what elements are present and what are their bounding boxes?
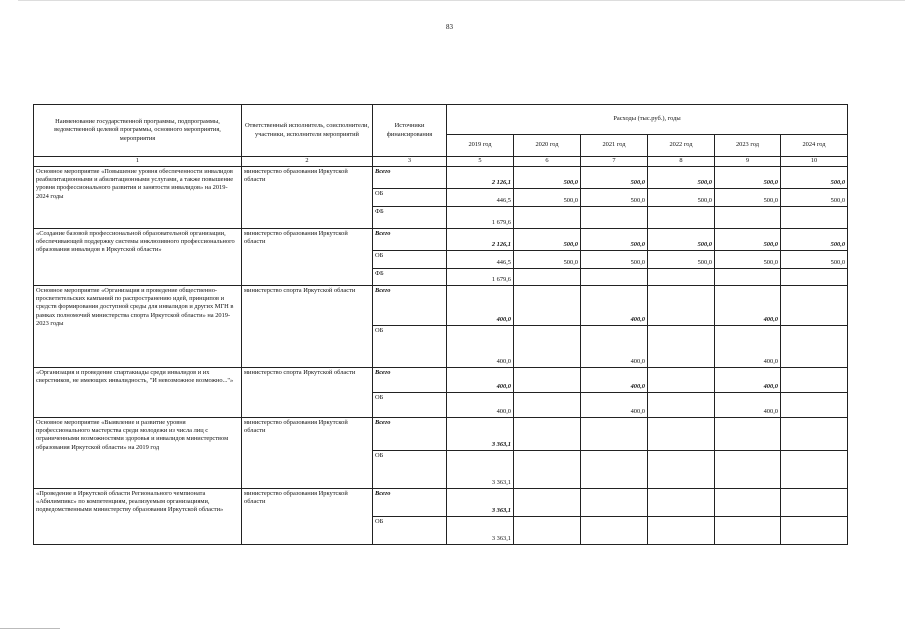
amount-cell: 500,0: [581, 251, 648, 269]
header-year-2024: 2024 год: [781, 135, 848, 157]
amount-cell: 500,0: [514, 251, 581, 269]
page-edge-line: [18, 0, 905, 1]
amount-cell: 446,5: [447, 251, 514, 269]
amount-cell: 1 679,6: [447, 269, 514, 286]
amount-cell: 500,0: [648, 167, 715, 189]
amount-cell: [514, 517, 581, 545]
amount-cell: [648, 368, 715, 393]
amount-cell: 3 363,1: [447, 517, 514, 545]
amount-cell: [514, 418, 581, 451]
header-spending: Расходы (тыс.руб.), годы: [447, 105, 848, 135]
amount-cell: [581, 517, 648, 545]
amount-cell: [514, 489, 581, 517]
header-funding-source: Источники финансирования: [373, 105, 447, 157]
col-number: 3: [373, 157, 447, 167]
activity-name: Основное мероприятие «Повышение уровня обеспеченности инвалидов реабилитационными и абилитационными услугами, а также повышение уровня профессионального развития и занятости инвалидов» на 2019-2024 годы: [34, 167, 242, 229]
funding-source: ОБ: [373, 189, 447, 207]
amount-cell: [514, 269, 581, 286]
amount-cell: [648, 517, 715, 545]
amount-cell: [648, 489, 715, 517]
amount-cell: [781, 207, 848, 229]
amount-cell: [715, 517, 781, 545]
amount-cell: [715, 489, 781, 517]
amount-cell: 400,0: [715, 326, 781, 368]
col-number: 5: [447, 157, 514, 167]
funding-source: ОБ: [373, 326, 447, 368]
funding-source: Всего: [373, 489, 447, 517]
amount-cell: 500,0: [715, 167, 781, 189]
header-year-2023: 2023 год: [715, 135, 781, 157]
amount-cell: 500,0: [781, 229, 848, 251]
col-number: 1: [34, 157, 242, 167]
table-body: [34, 167, 848, 545]
amount-cell: [514, 207, 581, 229]
funding-source: ФБ: [373, 207, 447, 229]
amount-cell: 400,0: [715, 393, 781, 418]
activity-name: «Проведение в Иркутской области Регионального чемпионата «Абилимпикс» по компетенциям, реализуемым организациями, подведомственными министерству образования Иркутской области»: [34, 489, 242, 545]
amount-cell: [648, 286, 715, 326]
amount-cell: 400,0: [715, 286, 781, 326]
responsible-executor: министерство образования Иркутской области: [242, 229, 373, 286]
table-row: [34, 368, 848, 393]
amount-cell: 400,0: [581, 326, 648, 368]
page-number: 83: [446, 23, 453, 31]
amount-cell: [781, 451, 848, 489]
amount-cell: [781, 269, 848, 286]
amount-cell: 500,0: [648, 251, 715, 269]
activity-name: Основное мероприятие «Выявление и развитие уровня профессионального мастерства среди молодежи из числа лиц с ограниченными возможностями здоровья и инвалидов министерством образования Иркутской области» на 2019 год: [34, 418, 242, 489]
amount-cell: [715, 207, 781, 229]
amount-cell: 3 363,1: [447, 489, 514, 517]
scan-edge-mark: [0, 628, 60, 633]
amount-cell: [581, 451, 648, 489]
funding-source: Всего: [373, 167, 447, 189]
amount-cell: [781, 517, 848, 545]
funding-source: Всего: [373, 286, 447, 326]
amount-cell: [648, 393, 715, 418]
activity-name: «Организация и проведение спартакиады среди инвалидов и их сверстников, не имеющих инвалидность, "И невозможное возможно..."»: [34, 368, 242, 418]
amount-cell: [648, 418, 715, 451]
amount-cell: [715, 269, 781, 286]
funding-source: ФБ: [373, 269, 447, 286]
amount-cell: 400,0: [447, 393, 514, 418]
amount-cell: 500,0: [781, 251, 848, 269]
amount-cell: 400,0: [581, 368, 648, 393]
funding-source: Всего: [373, 229, 447, 251]
amount-cell: 400,0: [447, 368, 514, 393]
amount-cell: 2 126,1: [447, 229, 514, 251]
col-number: 2: [242, 157, 373, 167]
col-number: 6: [514, 157, 581, 167]
amount-cell: [514, 451, 581, 489]
amount-cell: [581, 269, 648, 286]
table-row: [34, 286, 848, 326]
header-year-2022: 2022 год: [648, 135, 715, 157]
funding-source: ОБ: [373, 517, 447, 545]
amount-cell: 500,0: [514, 167, 581, 189]
amount-cell: 500,0: [781, 189, 848, 207]
amount-cell: [715, 418, 781, 451]
amount-cell: [648, 326, 715, 368]
responsible-executor: министерство спорта Иркутской области: [242, 368, 373, 418]
table-row: [34, 489, 848, 517]
header-responsible: Ответственный исполнитель, соисполнители, участники, исполнители мероприятий: [242, 105, 373, 157]
amount-cell: 400,0: [581, 393, 648, 418]
amount-cell: [514, 393, 581, 418]
amount-cell: [715, 451, 781, 489]
amount-cell: 500,0: [715, 229, 781, 251]
amount-cell: [648, 207, 715, 229]
amount-cell: 500,0: [648, 189, 715, 207]
table-row: [34, 418, 848, 451]
amount-cell: [648, 269, 715, 286]
amount-cell: 500,0: [715, 251, 781, 269]
responsible-executor: министерство образования Иркутской области: [242, 418, 373, 489]
funding-source: Всего: [373, 418, 447, 451]
amount-cell: [781, 418, 848, 451]
amount-cell: [781, 326, 848, 368]
col-number: 7: [581, 157, 648, 167]
amount-cell: [781, 368, 848, 393]
amount-cell: [514, 326, 581, 368]
amount-cell: 446,5: [447, 189, 514, 207]
table-row: [34, 229, 848, 251]
amount-cell: [514, 286, 581, 326]
budget-table: [33, 104, 848, 545]
col-number: 9: [715, 157, 781, 167]
col-number: 8: [648, 157, 715, 167]
amount-cell: 500,0: [581, 189, 648, 207]
amount-cell: 3 363,1: [447, 418, 514, 451]
amount-cell: [581, 418, 648, 451]
header-year-2019: 2019 год: [447, 135, 514, 157]
amount-cell: 400,0: [447, 326, 514, 368]
responsible-executor: министерство образования Иркутской области: [242, 167, 373, 229]
amount-cell: 500,0: [581, 167, 648, 189]
amount-cell: 1 679,6: [447, 207, 514, 229]
funding-source: ОБ: [373, 451, 447, 489]
amount-cell: [514, 368, 581, 393]
responsible-executor: министерство спорта Иркутской области: [242, 286, 373, 368]
header-program-name: Наименование государственной программы, подпрограммы, ведомственной целевой программы, основного мероприятия, мероприятия: [34, 105, 242, 157]
col-number: 10: [781, 157, 848, 167]
funding-source: Всего: [373, 368, 447, 393]
amount-cell: [581, 207, 648, 229]
amount-cell: 500,0: [781, 167, 848, 189]
amount-cell: 400,0: [447, 286, 514, 326]
header-year-2020: 2020 год: [514, 135, 581, 157]
funding-source: ОБ: [373, 393, 447, 418]
amount-cell: 500,0: [715, 189, 781, 207]
amount-cell: 500,0: [648, 229, 715, 251]
amount-cell: [781, 489, 848, 517]
activity-name: Основное мероприятие «Организация и проведение общественно-просветительских кампаний по распространению идей, принципов и средств формирования доступной среды для инвалидов и других МГН в рамках полномочий министерства спорта Иркутской области» на 2019-2023 годы: [34, 286, 242, 368]
amount-cell: 500,0: [514, 189, 581, 207]
header-year-2021: 2021 год: [581, 135, 648, 157]
table-row: [34, 167, 848, 189]
funding-source: ОБ: [373, 251, 447, 269]
amount-cell: 400,0: [581, 286, 648, 326]
amount-cell: 500,0: [581, 229, 648, 251]
amount-cell: [781, 286, 848, 326]
amount-cell: [581, 489, 648, 517]
amount-cell: 500,0: [514, 229, 581, 251]
amount-cell: 400,0: [715, 368, 781, 393]
activity-name: «Создание базовой профессиональной образовательной организации, обеспечивающей поддержку системы инклюзивного профессионального образования инвалидов в Иркутской области»: [34, 229, 242, 286]
amount-cell: 2 126,1: [447, 167, 514, 189]
amount-cell: 3 363,1: [447, 451, 514, 489]
responsible-executor: министерство образования Иркутской области: [242, 489, 373, 545]
amount-cell: [781, 393, 848, 418]
amount-cell: [648, 451, 715, 489]
